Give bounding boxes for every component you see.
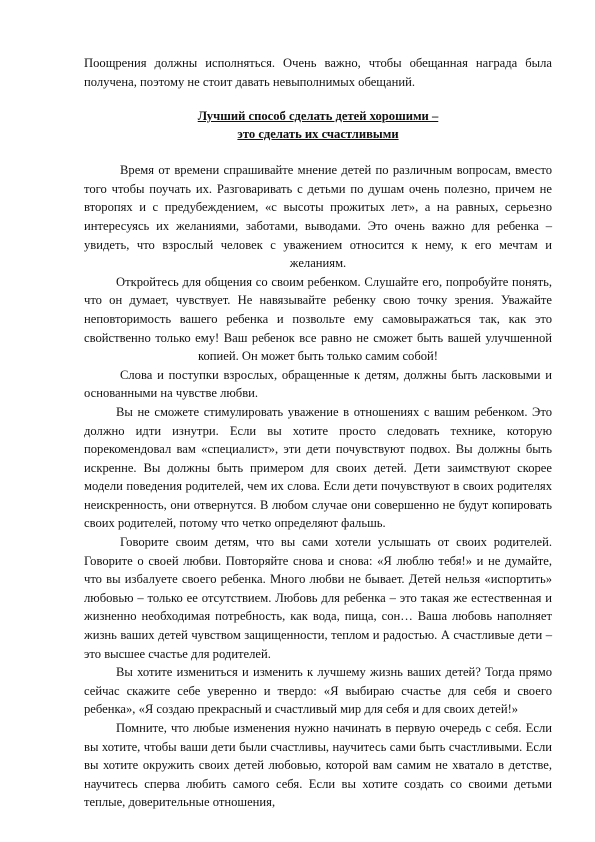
paragraph-change: Вы хотите измениться и изменить к лучшему жизнь ваших детей? Тогда прямо сейчас скажите себе уверенно и твердо: «Я выбираю счастье для себя и своего ребенка», «Я создаю прекрасный и счастливый мир для себя и для своих детей!» bbox=[84, 665, 552, 717]
paragraph-respect: Вы не сможете стимулировать уважение в отношениях с вашим ребенком. Это должно идти изнутри. Если вы хотите просто следовать технике, которую порекомендовал вам «специалист», эти дети почувствуют подвох. Вы должны быть искренне. Вы должны быть примером для своих детей. Дети заимствуют скорее модели поведения родителей, чем их слова. Если дети почувствуют в своих родителях неискренность, они отвернутся. В любом случае они совершенно не будут копировать своих родителей, потому что четко определяют фальшь. bbox=[84, 404, 552, 531]
document-body bbox=[84, 54, 552, 812]
paragraph-words-deeds: Слова и поступки взрослых, обращенные к детям, должны быть ласковыми и основанными на чувстве любви. bbox=[84, 367, 552, 401]
paragraph-ask-opinion: Время от времени спрашивайте мнение детей по различным вопросам, вместо того чтобы поучать их. Разговаривать с детьми по душам очень полезно, причем не второпях и с предубеждением, «с высоты прожитых лет», а на равных, серьезно интересуясь их желаниями, заботами, выводами. Это очень важно для ребенка – увидеть, что взрослый человек с уважением относится к нему, к его мечтам и желаниям. bbox=[84, 163, 552, 271]
section-heading bbox=[84, 107, 552, 143]
intro-paragraph: Поощрения должны исполняться. Очень важно, чтобы обещанная награда была получена, поэтому не стоит давать невыполнимых обещаний. bbox=[84, 56, 552, 89]
paragraph-start-with-self: Помните, что любые изменения нужно начинать в первую очередь с себя. Если вы хотите, чтобы ваши дети были счастливы, научитесь сами быть счастливыми. Если вы хотите окружить своих детей любовью, которой вам самим не хватало в детстве, научитесь сперва любить самого себя. Если вы хотите создать со своими детьми теплые, доверительные отношения, bbox=[84, 721, 552, 810]
heading-line-1: Лучший способ сделать детей хорошими – bbox=[197, 109, 439, 124]
heading-line-2: это сделать их счастливыми bbox=[237, 127, 399, 142]
paragraph-open-up: Откройтесь для общения со своим ребенком. Слушайте его, попробуйте понять, что он думает, чувствует. Не навязывайте ребенку свою точку зрения. Уважайте неповторимость вашего ребенка и позвольте ему самовыражаться так, как это свойственно только ему! Ваш ребенок все равно не сможет быть вашей улучшенной копией. Он может быть только самим собой! bbox=[84, 274, 552, 364]
paragraph-say-love: Говорите своим детям, что вы сами хотели услышать от своих родителей. Говорите о своей любви. Повторяйте снова и снова: «Я люблю тебя!» и не думайте, что вы избалуете своего ребенка. Много любви не бывает. Детей нельзя «испортить» любовью – только ее отсутствием. Любовь для ребенка – это такая же естественная и жизненно необходимая потребность, как вода, пища, сон… Ваша любовь наполняет жизнь ваших детей чувством защищенности, теплом и радостью. А счастливые дети – это высшее счастье для родителей. bbox=[84, 535, 552, 661]
